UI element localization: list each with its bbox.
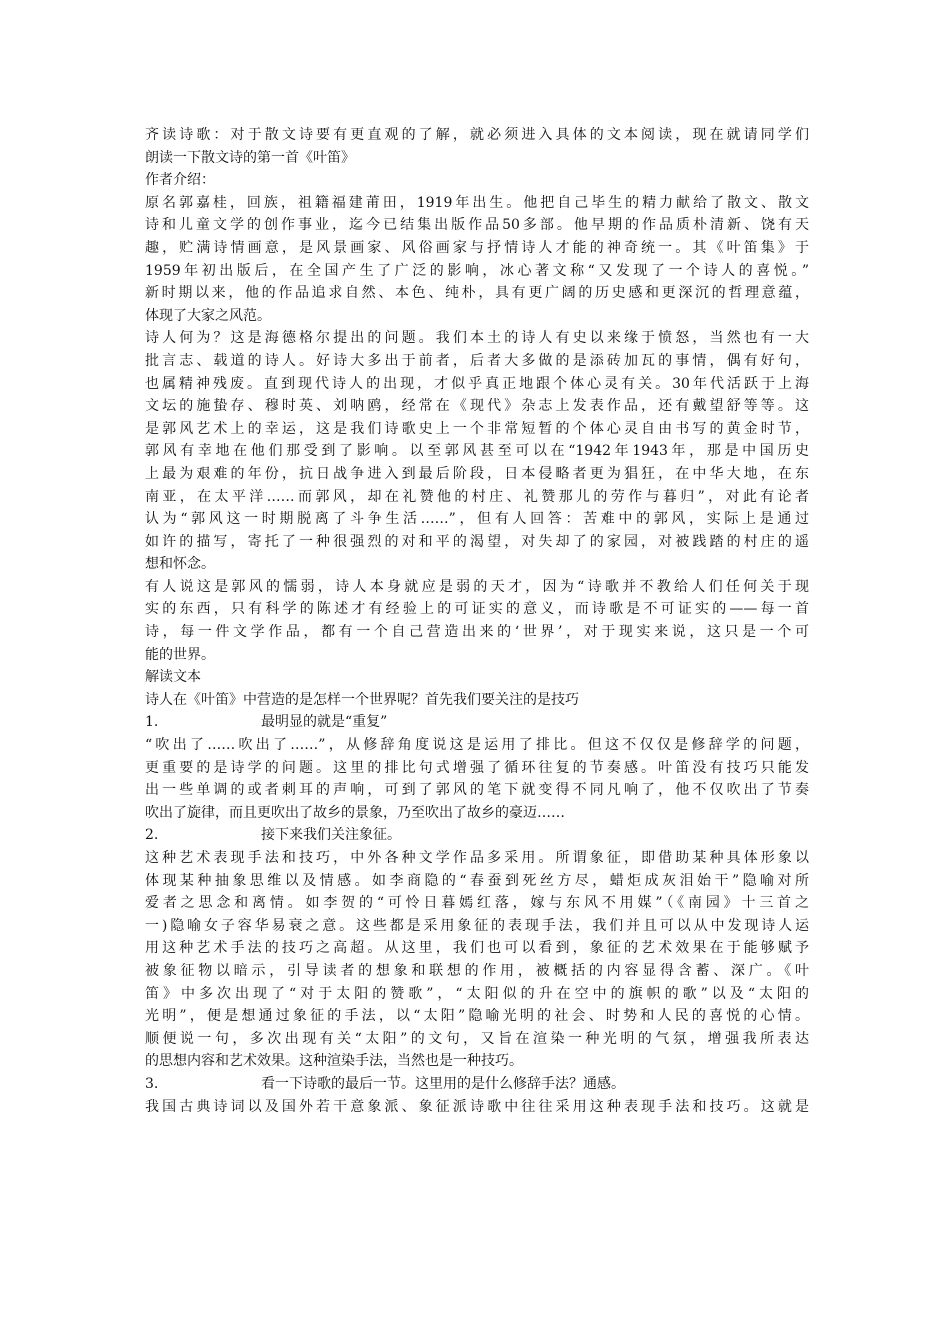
text-line: 齐读诗歌：对于散文诗要有更直观的了解，就必须进入具体的文本阅读，现在就请同学们: [145, 127, 809, 143]
list-number: 3.: [145, 1075, 159, 1092]
text-line: 这种艺术表现手法和技巧，中外各种文学作品多采用。所谓象征，即借助某种具体形象以: [145, 850, 809, 866]
text-line: 上最为艰难的年份，抗日战争进入到最后阶段，日本侵略者更为猖狂，在中华大地，在东: [145, 465, 809, 482]
text-line: 能的世界。: [145, 646, 215, 663]
text-line: 批言志、载道的诗人。好诗大多出于前者，后者大多做的是添砖加瓦的事情，偶有好句，: [145, 352, 809, 369]
text-line: 体现了大家之风范。: [145, 307, 271, 324]
text-line: 爱者之思念和离情。如李贺的“可怜日暮嫣红落，嫁与东风不用媒”（《南园》十三首之: [145, 895, 809, 912]
numbered-heading: [145, 824, 809, 847]
text-line: 光明”，便是想通过象征的手法，以“太阳”隐喻光明的社会、时势和人民的喜悦的心情。: [145, 1008, 809, 1025]
text-line: 用这种艺术手法的技巧之高超。从这里，我们也可以看到，象征的艺术效果在于能够赋予: [145, 940, 809, 957]
text-line: 解读文本: [145, 669, 201, 686]
numbered-heading-text: 接下来我们关注象征。: [261, 827, 401, 844]
numbered-heading-text: 最明显的就是“重复”: [261, 714, 388, 731]
text-line: 想和怀念。: [145, 556, 215, 573]
text-line: 笛》中多次出现了“对于太阳的赞歌”，“太阳似的升在空中的旗帜的歌”以及“太阳的: [145, 985, 809, 1002]
text-line: 被象征物以暗示，引导读者的想象和联想的作用，被概括的内容显得含蓄、深广。《叶: [145, 962, 809, 979]
numbered-heading: [145, 1073, 809, 1096]
text-line: 文坛的施蛰存、穆时英、刘呐鸥，经常在《现代》杂志上发表作品，还有戴望舒等等。这: [145, 398, 809, 415]
text-line: 有人说这是郭风的懦弱，诗人本身就应是弱的天才，因为“诗歌并不教给人们任何关于现: [145, 578, 809, 595]
text-line: 体现某种抽象思维以及情感。如李商隐的“春蚕到死丝方尽，蜡炬成灰泪始干”隐喻对所: [145, 872, 809, 889]
text-line: 诗人在《叶笛》中营造的是怎样一个世界呢？首先我们要关注的是技巧: [145, 691, 579, 708]
text-line: 顺便说一句，多次出现有关“太阳”的文句，又旨在渲染一种光明的气氛，增强我所表达: [145, 1030, 809, 1047]
text-line: 作者介绍：: [145, 172, 215, 189]
text-line: 诗和儿童文学的创作事业，迄今已结集出版作品50多部。他早期的作品质朴清新、饶有天: [145, 217, 809, 234]
text-line: 一)隐喻女子容华易衰之意。这些都是采用象征的表现手法，我们并且可以从中发现诗人运: [145, 917, 809, 934]
text-line: 1959年初出版后，在全国产生了广泛的影响，冰心著文称“又发现了一个诗人的喜悦。”: [145, 262, 809, 279]
text-line: 原名郭嘉桂，回族，祖籍福建莆田，1919年出生。他把自己毕生的精力献给了散文、散文: [145, 194, 809, 211]
text-line: 也属精神残废。直到现代诗人的出现，才似乎真正地跟个体心灵有关。30年代活跃于上海: [145, 375, 809, 392]
text-line: “吹出了……吹出了……”，从修辞角度说这是运用了排比。但这不仅仅是修辞学的问题，: [145, 737, 809, 754]
text-line: 是郭风艺术上的幸运，这是我们诗歌史上一个非常短暂的个体心灵自由书写的黄金时节，: [145, 420, 809, 437]
text-line: 我国古典诗词以及国外若干意象派、象征派诗歌中往往采用这种表现手法和技巧。这就是: [145, 1098, 809, 1115]
text-line: 实的东西，只有科学的陈述才有经验上的可证实的意义，而诗歌是不可证实的——每一首: [145, 601, 809, 618]
text-line: 趣，贮满诗情画意，是风景画家、风俗画家与抒情诗人才能的神奇统一。其《叶笛集》于: [145, 239, 809, 256]
text-line: 更重要的是诗学的问题。这里的排比句式增强了循环往复的节奏感。叶笛没有技巧只能发: [145, 759, 809, 776]
text-line: 如许的描写，寄托了一种很强烈的对和平的渴望，对失却了的家园，对被践踏的村庄的遥: [145, 533, 809, 550]
list-number: 1.: [145, 714, 159, 731]
numbered-heading-text: 看一下诗歌的最后一节。这里用的是什么修辞手法？通感。: [261, 1075, 625, 1092]
text-line: 出一些单调的或者刺耳的声响，可到了郭风的笔下就变得不同凡响了，他不仅吹出了节奏: [145, 782, 809, 799]
document-body: [145, 124, 809, 1118]
text-line: 的思想内容和艺术效果。这种渲染手法，当然也是一种技巧。: [145, 1053, 523, 1070]
text-line: 认为“郭风这一时期脱离了斗争生活……”，但有人回答：苦难中的郭风，实际上是通过: [145, 511, 809, 528]
numbered-heading: [145, 711, 809, 734]
text-line: 郭风有幸地在他们那受到了影响。以至郭风甚至可以在“1942年1943年，那是中国历史: [145, 443, 809, 460]
list-number: 2.: [145, 827, 159, 844]
text-line: 新时期以来，他的作品追求自然、本色、纯朴，具有更广阔的历史感和更深沉的哲理意蕴，: [145, 285, 809, 302]
text-line: 朗读一下散文诗的第一首《叶笛》: [145, 149, 355, 166]
text-line: 诗，每一件文学作品，都有一个自己营造出来的‘世界’，对于现实来说，这只是一个可: [145, 624, 809, 641]
text-line: 诗人何为？这是海德格尔提出的问题。我们本土的诗人有史以来缘于愤怒，当然也有一大: [145, 330, 809, 347]
text-line: 南亚，在太平洋……而郭风，却在礼赞他的村庄、礼赞那儿的劳作与暮归”，对此有论者: [145, 488, 809, 505]
text-line: 吹出了旋律，而且更吹出了故乡的景象，乃至吹出了故乡的豪迈……: [145, 804, 565, 821]
